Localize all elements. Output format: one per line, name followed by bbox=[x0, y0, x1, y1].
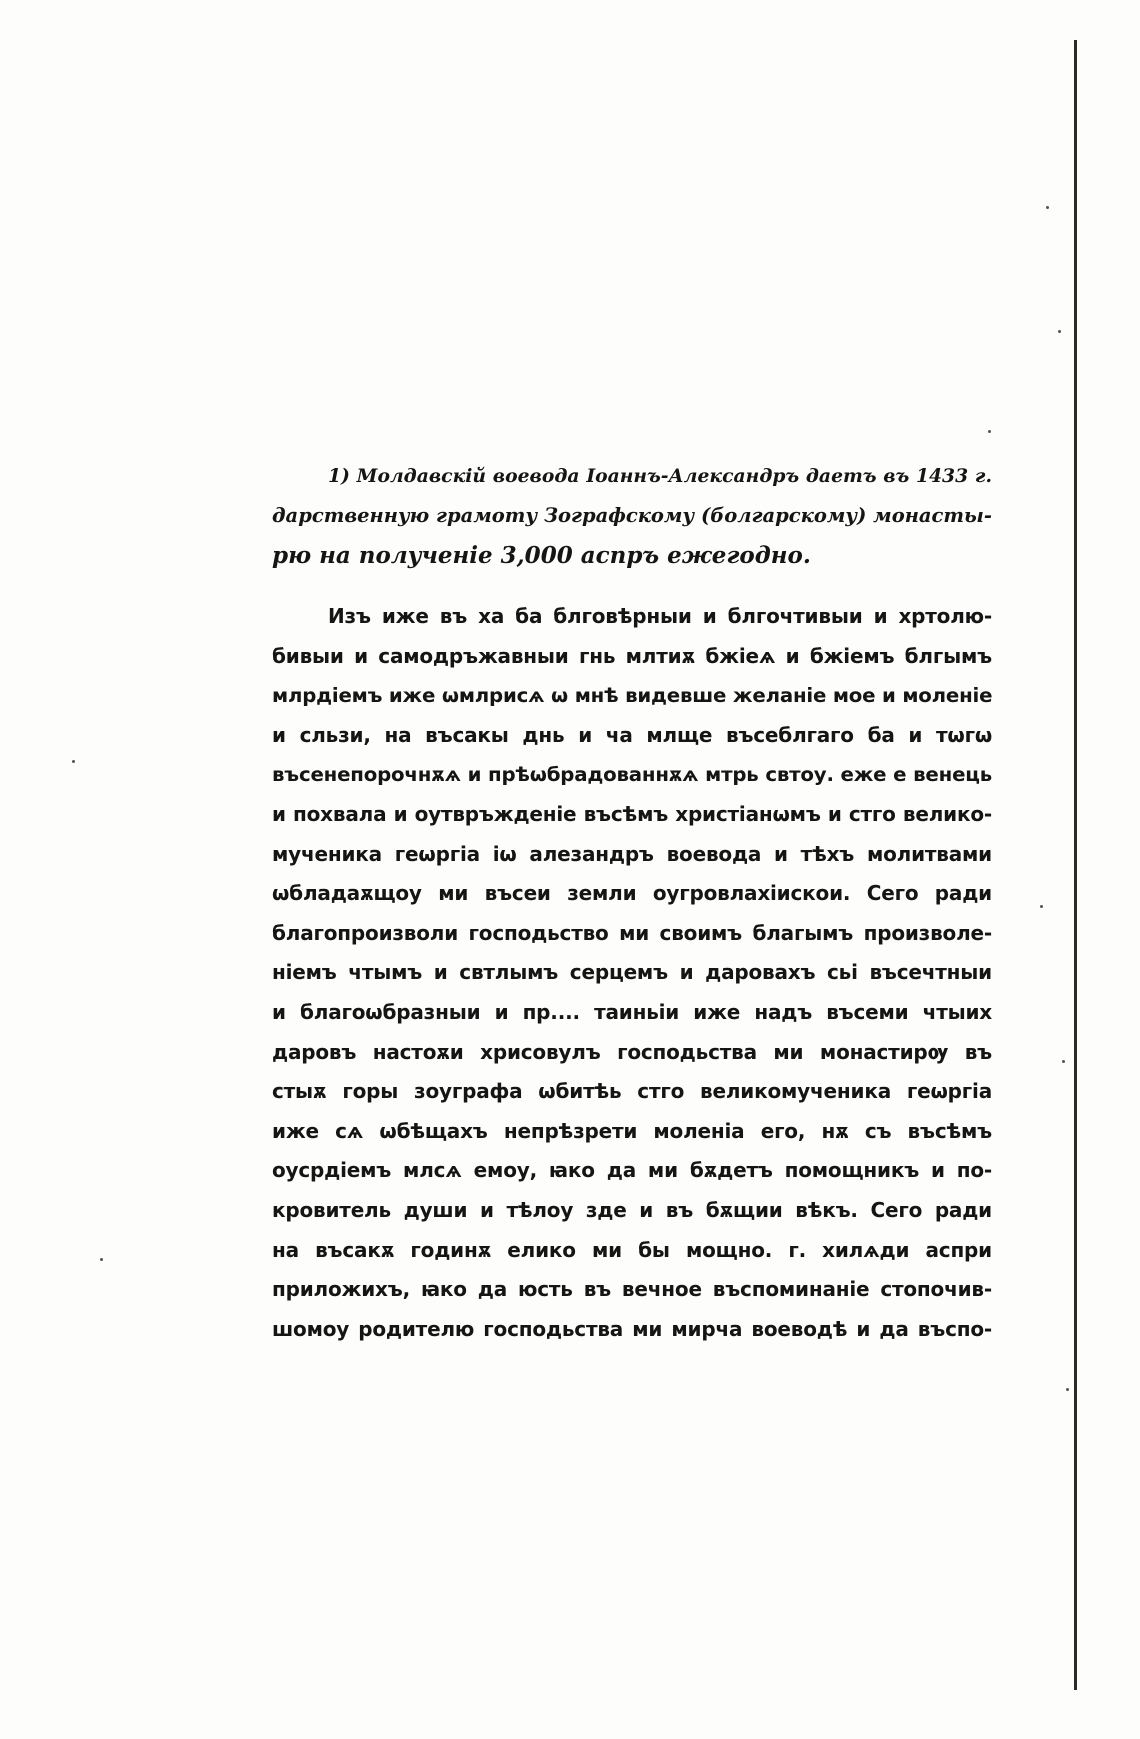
text-line: мученика геѡргіа іѡ алезандръ воевода и тѣхъ молитвами bbox=[272, 841, 992, 866]
scan-speck bbox=[100, 1258, 103, 1261]
text-line: въсенепорочнѫѧ и прѣѡбрадованнѫѧ мтрь свтоу. еже е венець bbox=[272, 763, 992, 787]
text-line: и благоѡбразныи и пр.... таиньіи иже надъ въсеми чтыих bbox=[272, 999, 992, 1024]
scan-speck bbox=[72, 760, 75, 763]
text-line: даровъ настоѫи хрисовулъ господьства ми монастирѹ въ bbox=[272, 1039, 992, 1064]
heading-line: дарственную грамоту Зографскому (болгарскому) монасты- bbox=[272, 504, 992, 527]
scan-edge-line bbox=[1074, 40, 1077, 1690]
heading-line: 1) Молдавскій воевода Іоаннъ-Александръ даетъ въ 1433 г. bbox=[328, 465, 992, 487]
text-line: и сльзи, на въсакы днь и ча млще въсеблгаго ба и тѡгѡ bbox=[272, 722, 992, 747]
text-line: оусрдіемъ млсѧ емоу, ꙗко да ми бѫдетъ помощникъ и по- bbox=[272, 1158, 992, 1183]
text-line: приложихъ, ꙗко да юсть въ вечное въспоминаніе стопочив- bbox=[272, 1277, 992, 1302]
scan-speck bbox=[1046, 206, 1049, 209]
text-line: бивыи и самодръжавныи гнь млтиѫ бжіеѧ и бжіемъ блгымъ bbox=[272, 643, 992, 668]
text-line: на въсакѫ годинѫ елико ми бы мощно. г. хилѧди аспри bbox=[272, 1237, 992, 1262]
text-line: млрдіемъ иже ѡмлрисѧ ѡ мнѣ видевше желаніе мое и моленіе bbox=[272, 684, 993, 708]
text-line: ѡбладаѫщоу ми въсеи земли оугровлахіискои. Сего ради bbox=[272, 881, 992, 906]
scan-speck bbox=[988, 430, 991, 433]
text-line: Изъ иже въ ха ба блговѣрныи и блгочтивыи и хртолю- bbox=[328, 604, 992, 628]
scan-speck bbox=[1062, 1060, 1065, 1063]
text-line: и похвала и оутвръжденіе въсѣмъ христіанѡмъ и стго велико- bbox=[272, 801, 992, 826]
text-line: ніемъ чтымъ и свтлымъ серцемъ и даровахъ сьі въсечтныи bbox=[272, 960, 992, 985]
scan-speck bbox=[1040, 905, 1043, 908]
text-line: иже сѧ ѡбѣщахъ непрѣзрети моленіа его, нѫ съ въсѣмъ bbox=[272, 1118, 992, 1143]
document-heading bbox=[272, 456, 992, 576]
text-line: шомоу родителю господьства ми мирча воеводѣ и да въспо- bbox=[272, 1316, 992, 1341]
scan-speck bbox=[1058, 330, 1061, 333]
text-line: стыѫ горы зоуграфа ѡбитѣь стго великомученика геѡргіа bbox=[272, 1079, 992, 1104]
text-line: благопроизволи господьство ми своимъ благымъ произволе- bbox=[272, 920, 992, 945]
heading-line: рю на полученіе 3,000 аспръ ежегодно. bbox=[272, 542, 811, 569]
text-line: кровитель души и тѣлоу зде и въ бѫщии вѣкъ. Сего ради bbox=[272, 1197, 992, 1222]
charter-text bbox=[272, 597, 992, 1349]
scan-speck bbox=[1066, 1388, 1069, 1391]
